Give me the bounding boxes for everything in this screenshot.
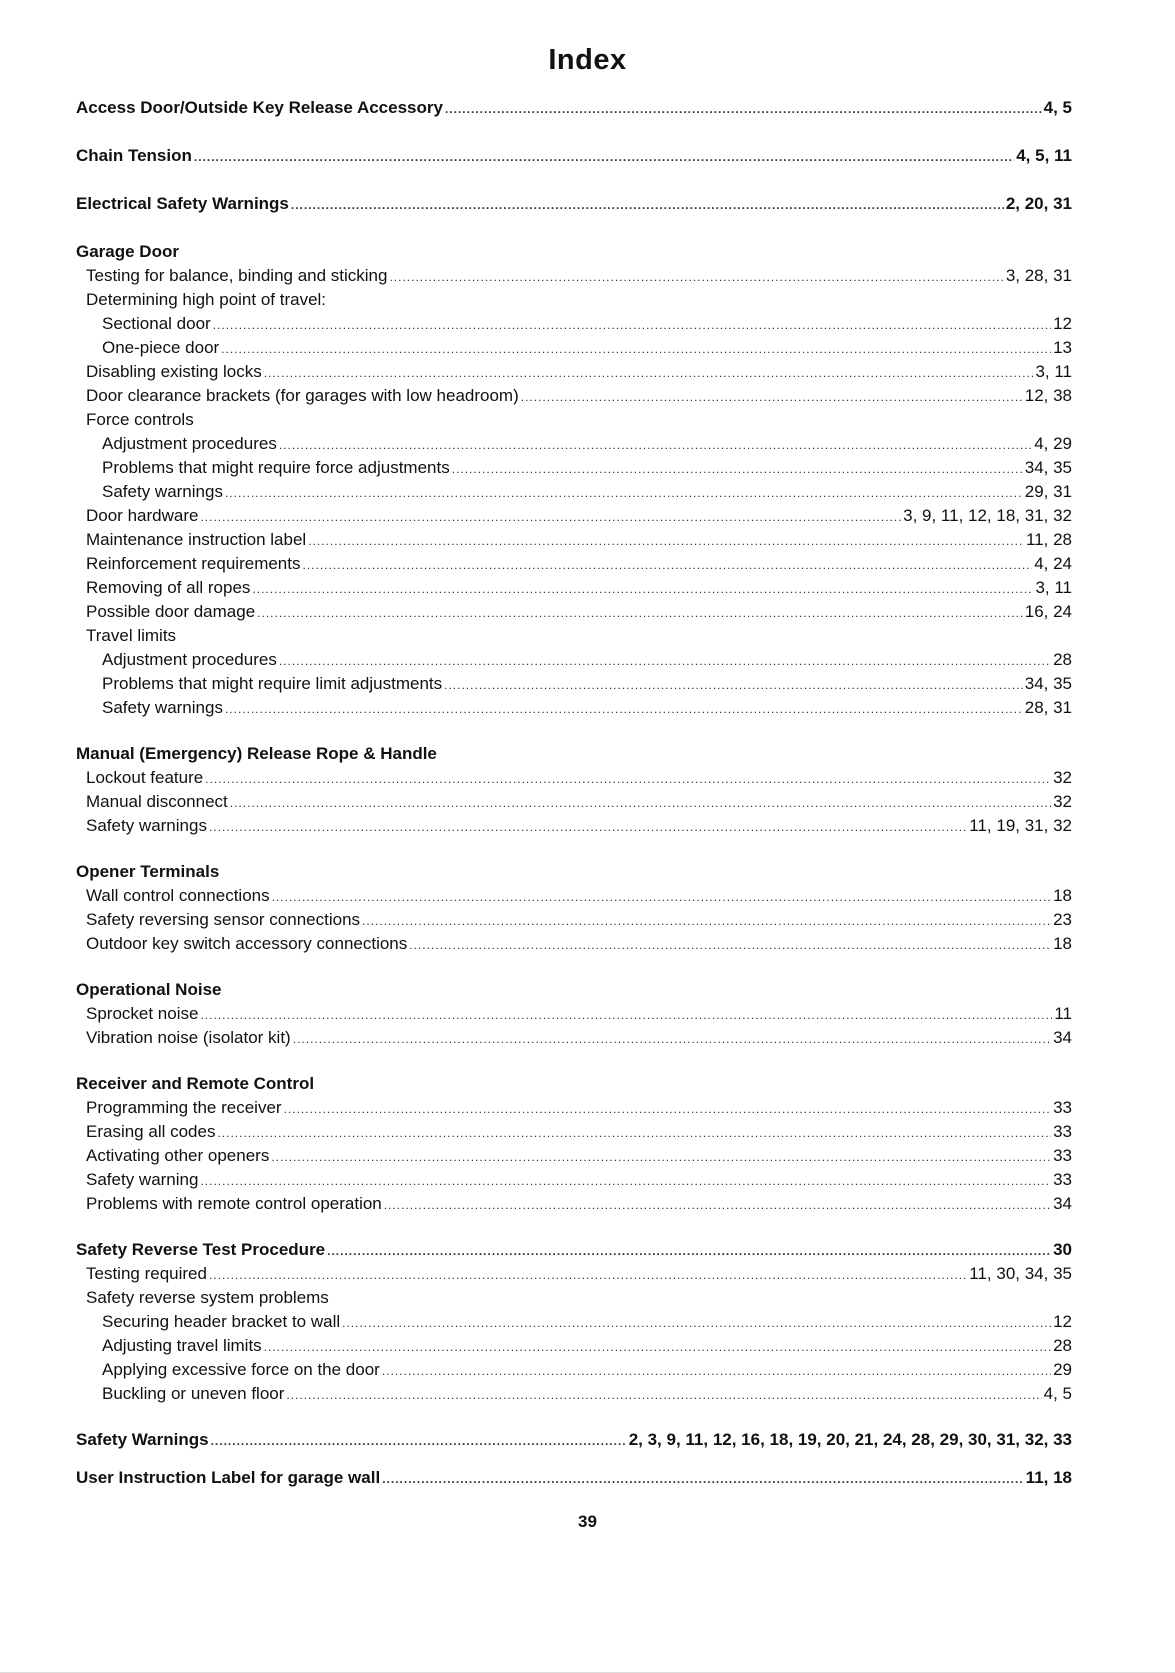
entry-label: Opener Terminals <box>76 862 220 881</box>
dot-leader <box>293 1027 1051 1051</box>
entry-label: Reinforcement requirements <box>86 554 301 573</box>
index-heading <box>76 742 1072 766</box>
index-entry <box>76 648 1072 672</box>
index-heading <box>76 144 1072 168</box>
entry-pages: 3, 28, 31 <box>1005 266 1072 285</box>
index-entry <box>76 908 1072 932</box>
dot-leader <box>264 1335 1051 1359</box>
index-entry <box>76 1262 1072 1286</box>
entry-pages: 18 <box>1053 886 1072 905</box>
entry-pages: 11, 30, 34, 35 <box>969 1264 1072 1283</box>
entry-pages: 16, 24 <box>1024 602 1072 621</box>
index-entry <box>76 1096 1072 1120</box>
entry-pages: 28, 31 <box>1024 698 1072 717</box>
dot-leader <box>384 1193 1051 1217</box>
dot-leader <box>200 505 901 529</box>
entry-label: Activating other openers <box>86 1146 270 1165</box>
entry-pages: 11, 18 <box>1025 1468 1072 1487</box>
entry-label: Outdoor key switch accessory connections <box>86 934 408 953</box>
entry-pages: 33 <box>1053 1170 1072 1189</box>
entry-pages: 11, 19, 31, 32 <box>969 816 1072 835</box>
entry-pages: 34, 35 <box>1024 458 1072 477</box>
entry-label: Possible door damage <box>86 602 256 621</box>
index-heading <box>76 96 1072 120</box>
dot-leader <box>221 337 1051 361</box>
index-heading <box>76 192 1072 216</box>
entry-label: Chain Tension <box>76 146 192 165</box>
dot-leader <box>225 697 1023 721</box>
index-heading <box>76 1238 1072 1262</box>
index-heading <box>76 1072 1072 1096</box>
entry-label: Safety Warnings <box>76 1430 209 1449</box>
entry-pages: 33 <box>1053 1098 1072 1117</box>
index-entry <box>76 814 1072 838</box>
dot-leader <box>264 361 1034 385</box>
entry-label: Securing header bracket to wall <box>102 1312 341 1331</box>
entry-pages: 2, 3, 9, 11, 12, 16, 18, 19, 20, 21, 24, 28, 29, 30, 31, 32, 33 <box>628 1430 1072 1449</box>
index-entry <box>76 1286 1072 1310</box>
dot-leader <box>209 1263 967 1287</box>
dot-leader <box>302 553 1032 577</box>
dot-leader <box>200 1003 1052 1027</box>
entry-pages: 32 <box>1053 792 1072 811</box>
entry-label: Door clearance brackets (for garages with low headroom) <box>86 386 519 405</box>
entry-label: Door hardware <box>86 506 199 525</box>
index-entry <box>76 1310 1072 1334</box>
index-heading <box>76 978 1072 1002</box>
dot-leader <box>272 885 1051 909</box>
entry-pages: 3, 11 <box>1035 578 1072 597</box>
entry-label: Programming the receiver <box>86 1098 282 1117</box>
dot-leader <box>308 529 1024 553</box>
index-entry <box>76 360 1072 384</box>
entry-pages: 4, 29 <box>1034 434 1072 453</box>
dot-leader <box>409 933 1051 957</box>
index-entry <box>76 432 1072 456</box>
index-entry <box>76 576 1072 600</box>
entry-pages: 29, 31 <box>1024 482 1072 501</box>
entry-label: Problems that might require force adjustments <box>102 458 450 477</box>
entry-label: Access Door/Outside Key Release Accessory <box>76 98 443 117</box>
index-entry <box>76 384 1072 408</box>
entry-label: Applying excessive force on the door <box>102 1360 380 1379</box>
entry-label: Testing for balance, binding and sticking <box>86 266 388 285</box>
dot-leader <box>286 1383 1041 1407</box>
dot-leader <box>279 649 1051 673</box>
index-heading <box>76 1428 1072 1452</box>
entry-label: Erasing all codes <box>86 1122 216 1141</box>
dot-leader <box>362 909 1051 933</box>
entry-label: Operational Noise <box>76 980 222 999</box>
entry-label: Determining high point of travel: <box>86 290 327 309</box>
entry-label: Safety reverse system problems <box>86 1288 329 1307</box>
entry-label: Vibration noise (isolator kit) <box>86 1028 291 1047</box>
dot-leader <box>194 145 1014 169</box>
dot-leader <box>284 1097 1052 1121</box>
entry-pages: 33 <box>1053 1122 1072 1141</box>
index-entry <box>76 288 1072 312</box>
entry-label: Receiver and Remote Control <box>76 1074 315 1093</box>
index-entry <box>76 1120 1072 1144</box>
index-entry <box>76 1334 1072 1358</box>
dot-leader <box>327 1239 1051 1263</box>
dot-leader <box>205 767 1051 791</box>
index-entry <box>76 1144 1072 1168</box>
dot-leader <box>252 577 1033 601</box>
dot-leader <box>257 601 1023 625</box>
dot-leader <box>225 481 1023 505</box>
index-entry <box>76 1358 1072 1382</box>
entry-label: Maintenance instruction label <box>86 530 307 549</box>
entry-pages: 34, 35 <box>1024 674 1072 693</box>
entry-label: Buckling or uneven floor <box>102 1384 285 1403</box>
entry-label: One-piece door <box>102 338 220 357</box>
entry-pages: 32 <box>1053 768 1072 787</box>
entry-label: Travel limits <box>86 626 177 645</box>
entry-pages: 28 <box>1053 1336 1072 1355</box>
entry-pages: 4, 24 <box>1034 554 1072 573</box>
entry-label: Adjusting travel limits <box>102 1336 262 1355</box>
entry-label: Safety warning <box>86 1170 199 1189</box>
index-entry <box>76 480 1072 504</box>
entry-label: Safety warnings <box>102 482 223 501</box>
index-list <box>76 96 1072 1490</box>
index-heading <box>76 240 1072 264</box>
dot-leader <box>279 433 1032 457</box>
dot-leader <box>213 313 1051 337</box>
entry-pages: 11 <box>1054 1004 1072 1023</box>
entry-pages: 4, 5, 11 <box>1016 146 1072 165</box>
page-title: Index <box>548 44 627 76</box>
entry-label: Sprocket noise <box>86 1004 199 1023</box>
entry-pages: 28 <box>1053 650 1072 669</box>
entry-label: Wall control connections <box>86 886 270 905</box>
dot-leader <box>217 1121 1051 1145</box>
index-entry <box>76 264 1072 288</box>
entry-label: Sectional door <box>102 314 211 333</box>
index-entry <box>76 932 1072 956</box>
entry-label: Lockout feature <box>86 768 204 787</box>
entry-label: Safety Reverse Test Procedure <box>76 1240 326 1259</box>
index-entry <box>76 1168 1072 1192</box>
dot-leader <box>389 265 1003 289</box>
dot-leader <box>209 815 967 839</box>
entry-pages: 2, 20, 31 <box>1005 194 1072 213</box>
index-entry <box>76 790 1072 814</box>
entry-label: Safety warnings <box>86 816 207 835</box>
entry-label: Safety warnings <box>102 698 223 717</box>
index-heading <box>76 1466 1072 1490</box>
dot-leader <box>521 385 1023 409</box>
entry-label: Disabling existing locks <box>86 362 262 381</box>
entry-label: Safety reversing sensor connections <box>86 910 361 929</box>
index-entry <box>76 600 1072 624</box>
entry-pages: 13 <box>1053 338 1072 357</box>
entry-pages: 34 <box>1053 1194 1072 1213</box>
entry-pages: 4, 5 <box>1043 98 1072 117</box>
entry-pages: 4, 5 <box>1043 1384 1072 1403</box>
entry-pages: 23 <box>1053 910 1072 929</box>
index-entry <box>76 1026 1072 1050</box>
entry-label: Removing of all ropes <box>86 578 251 597</box>
entry-pages: 12 <box>1053 314 1072 333</box>
index-entry <box>76 672 1072 696</box>
entry-pages: 3, 11 <box>1035 362 1072 381</box>
dot-leader <box>452 457 1023 481</box>
entry-pages: 12, 38 <box>1024 386 1072 405</box>
entry-label: Adjustment procedures <box>102 434 277 453</box>
entry-label: Problems with remote control operation <box>86 1194 382 1213</box>
dot-leader <box>382 1467 1023 1491</box>
entry-label: Force controls <box>86 410 194 429</box>
entry-label: Problems that might require limit adjustments <box>102 674 443 693</box>
index-entry <box>76 884 1072 908</box>
index-entry <box>76 504 1072 528</box>
entry-pages: 18 <box>1053 934 1072 953</box>
index-entry <box>76 624 1072 648</box>
index-entry <box>76 1382 1072 1406</box>
index-entry <box>76 696 1072 720</box>
index-entry <box>76 552 1072 576</box>
dot-leader <box>382 1359 1051 1383</box>
index-heading <box>76 860 1072 884</box>
index-entry <box>76 1192 1072 1216</box>
entry-pages: 30 <box>1053 1240 1072 1259</box>
dot-leader <box>445 97 1042 121</box>
entry-label: Adjustment procedures <box>102 650 277 669</box>
index-entry <box>76 528 1072 552</box>
dot-leader <box>211 1429 627 1453</box>
dot-leader <box>230 791 1051 815</box>
index-entry <box>76 1002 1072 1026</box>
dot-leader <box>291 193 1004 217</box>
entry-pages: 12 <box>1053 1312 1072 1331</box>
entry-pages: 11, 28 <box>1025 530 1072 549</box>
index-entry <box>76 766 1072 790</box>
entry-label: Testing required <box>86 1264 207 1283</box>
entry-pages: 33 <box>1053 1146 1072 1165</box>
entry-label: Manual (Emergency) Release Rope & Handle <box>76 744 437 763</box>
dot-leader <box>444 673 1023 697</box>
dot-leader <box>342 1311 1051 1335</box>
entry-pages: 34 <box>1053 1028 1072 1047</box>
entry-label: Electrical Safety Warnings <box>76 194 289 213</box>
entry-label: Manual disconnect <box>86 792 228 811</box>
index-entry <box>76 336 1072 360</box>
index-entry <box>76 408 1072 432</box>
index-entry <box>76 312 1072 336</box>
entry-pages: 3, 9, 11, 12, 18, 31, 32 <box>903 506 1072 525</box>
dot-leader <box>200 1169 1051 1193</box>
page-number: 39 <box>578 1512 597 1531</box>
index-entry <box>76 456 1072 480</box>
entry-label: User Instruction Label for garage wall <box>76 1468 381 1487</box>
dot-leader <box>271 1145 1051 1169</box>
entry-pages: 29 <box>1053 1360 1072 1379</box>
entry-label: Garage Door <box>76 242 179 261</box>
